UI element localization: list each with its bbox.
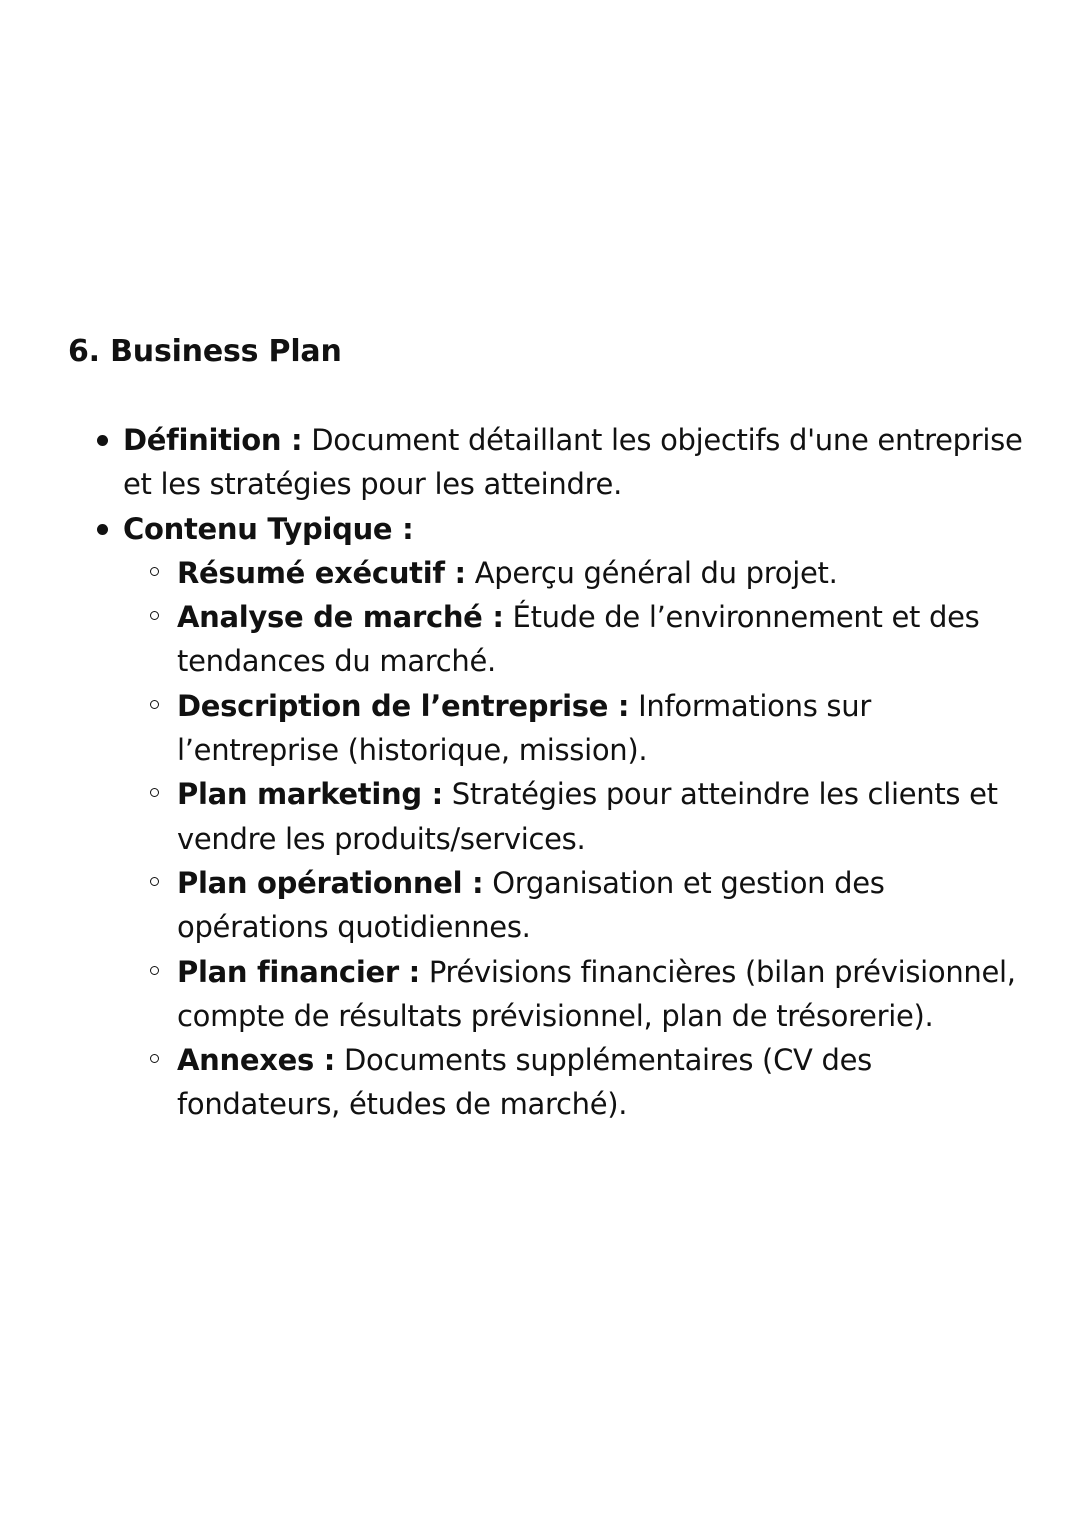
operationnel-term: Plan opérationnel : bbox=[177, 865, 484, 900]
sub-item-annexes bbox=[177, 1038, 1023, 1127]
sub-item-resume bbox=[177, 551, 1023, 595]
marketing-term: Plan marketing : bbox=[177, 777, 443, 812]
analyse-term: Analyse de marché : bbox=[177, 600, 504, 635]
sub-item-marketing bbox=[177, 772, 1023, 861]
operationnel-text: Organisation et gestion des opérations quotidiennes. bbox=[177, 865, 885, 945]
definition-text: Document détaillant les objectifs d'une entreprise et les stratégies pour les atteindre. bbox=[123, 423, 1023, 502]
resume-text: Aperçu général du projet. bbox=[465, 555, 838, 590]
sub-list bbox=[123, 551, 1023, 1127]
description-term: Description de l’entreprise : bbox=[177, 688, 630, 723]
list-item-contenu bbox=[123, 507, 1023, 1127]
sub-item-financier bbox=[177, 950, 1023, 1039]
marketing-text: Stratégies pour atteindre les clients et vendre les produits/services. bbox=[177, 777, 998, 856]
resume-term: Résumé exécutif : bbox=[177, 555, 466, 590]
analyse-text: Étude de l’environnement et des tendances du marché. bbox=[177, 600, 980, 679]
definition-term: Définition : bbox=[123, 423, 303, 457]
financier-text: Prévisions financières (bilan prévisionnel, compte de résultats prévisionnel, plan de trésorerie). bbox=[177, 954, 1016, 1033]
contenu-term: Contenu Typique : bbox=[123, 511, 414, 546]
annexes-text: Documents supplémentaires (CV des fondateurs, études de marché). bbox=[177, 1043, 872, 1122]
main-list bbox=[123, 418, 1023, 1127]
section-title: 6. Business Plan bbox=[68, 334, 342, 369]
sub-item-analyse bbox=[177, 595, 1023, 684]
description-text: Informations sur l’entreprise (historique, mission). bbox=[177, 688, 871, 768]
financier-term: Plan financier : bbox=[177, 954, 420, 989]
sub-item-operationnel bbox=[177, 861, 1023, 950]
sub-item-description bbox=[177, 684, 1023, 773]
list-item-definition bbox=[123, 418, 1023, 507]
annexes-term: Annexes : bbox=[177, 1043, 336, 1078]
